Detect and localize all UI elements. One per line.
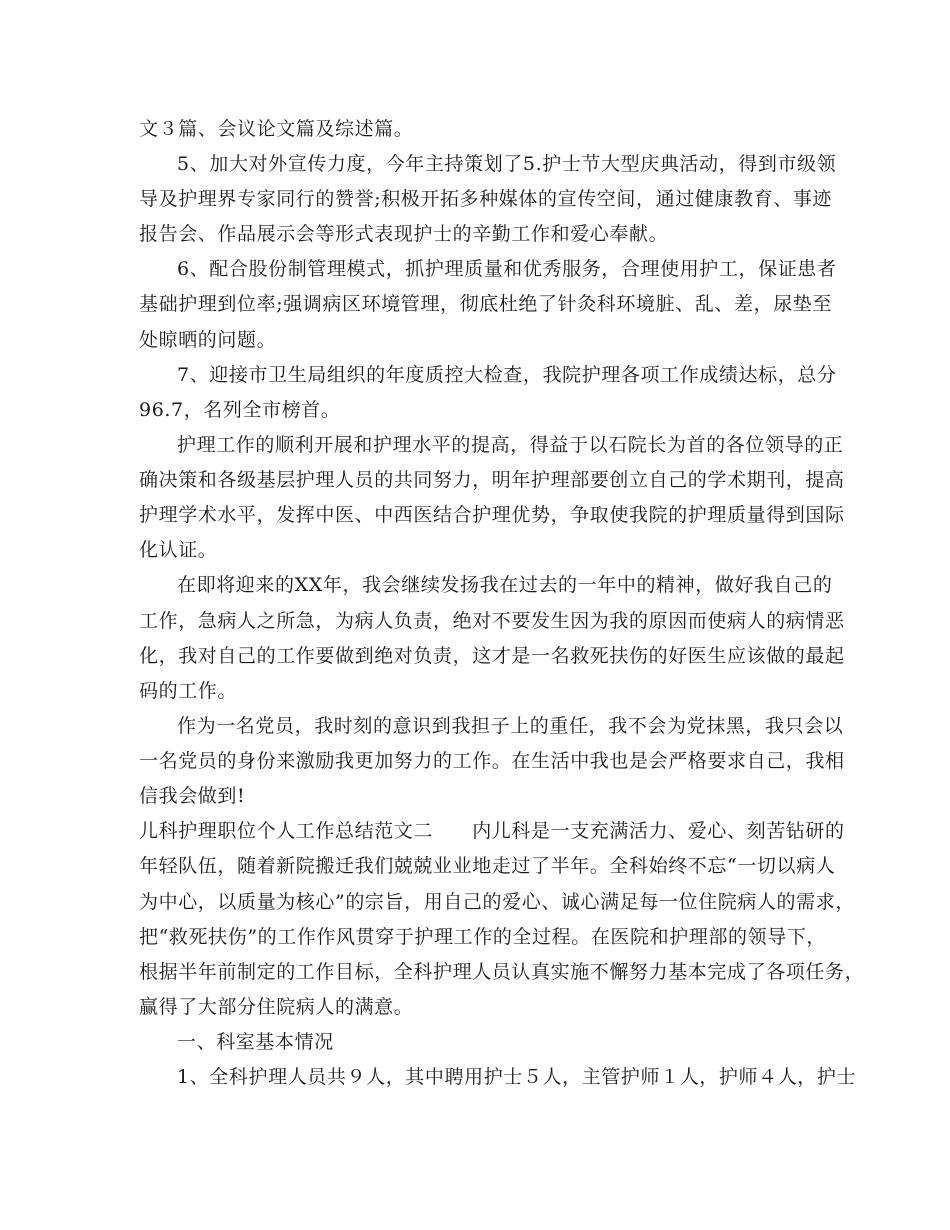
text-line: 报告会、作品展示会等形式表现护士的辛勤工作和爱心奉献。 [139, 223, 669, 245]
text-line: 根据半年前制定的工作目标，全科护理人员认真实施不懈努力基本完成了各项任务， [139, 961, 865, 983]
text-line: 为中心，以质量为核心”的宗旨，用自己的爱心、诚心满足每一位住院病人的需求， [139, 891, 855, 913]
text-line: 处晾晒的问题。 [139, 329, 277, 351]
text-line: 化，我对自己的工作要做到绝对负责，这才是一名救死扶伤的好医生应该做的最起 [139, 645, 845, 667]
text-line: 7、迎接市卫生局组织的年度质控大检查，我院护理各项工作成绩达标，总分 [177, 364, 837, 386]
text-line: 确决策和各级基层护理人员的共同努力，明年护理部要创立自己的学术期刊，提高 [139, 469, 845, 491]
text-line: 6、配合股份制管理模式，抓护理质量和优秀服务，合理使用护工，保证患者 [177, 258, 837, 280]
text-line: 96.7，名列全市榜首。 [139, 399, 341, 421]
text-line: 儿科护理职位个人工作总结范文二 内儿科是一支充满活力、爱心、刻苦钻研的 [139, 820, 845, 842]
text-line: 把“救死扶伤”的工作作风贯穿于护理工作的全过程。在医院和护理部的领导下， [139, 926, 827, 948]
text-line: 5、加大对外宣传力度，今年主持策划了5.护士节大型庆典活动，得到市级领 [177, 153, 837, 175]
text-line: 信我会做到! [139, 785, 246, 807]
text-line: 基础护理到位率;强调病区环境管理，彻底杜绝了针灸科环境脏、乱、差，尿垫至 [139, 293, 833, 315]
text-line: 护理工作的顺利开展和护理水平的提高，得益于以石院长为首的各位领导的正 [177, 434, 844, 456]
text-line: 一名党员的身份来激励我更加努力的工作。在生活中我也是会严格要求自己，我相 [139, 750, 845, 772]
text-line: 护理学术水平，发挥中医、中西医结合护理优势，争取使我院的护理质量得到国际 [139, 504, 845, 526]
text-line: 在即将迎来的XX年，我会继续发扬我在过去的一年中的精神，做好我自己的 [177, 574, 833, 596]
text-line: 文３篇、会议论文篇及综述篇。 [139, 118, 414, 140]
text-line: 工作，急病人之所急，为病人负责，绝对不要发生因为我的原因而使病人的病情恶 [139, 610, 845, 632]
text-line: 1、全科护理人员共９人，其中聘用护士５人，主管护师１人，护师４人，护士 [177, 1066, 857, 1088]
section-heading: 一、科室基本情况 [177, 1031, 334, 1053]
text-line: 赢得了大部分住院病人的满意。 [139, 996, 414, 1018]
text-line: 码的工作。 [139, 680, 238, 702]
text-line: 作为一名党员，我时刻的意识到我担子上的重任，我不会为党抹黑，我只会以 [177, 715, 844, 737]
text-line: 年轻队伍，随着新院搬迁我们兢兢业业地走过了半年。全科始终不忘“一切以病人 [139, 855, 836, 877]
text-line: 化认证。 [139, 539, 218, 561]
text-line: 导及护理界专家同行的赞誉;积极开拓多种媒体的宣传空间，通过健康教育、事迹 [139, 188, 833, 210]
